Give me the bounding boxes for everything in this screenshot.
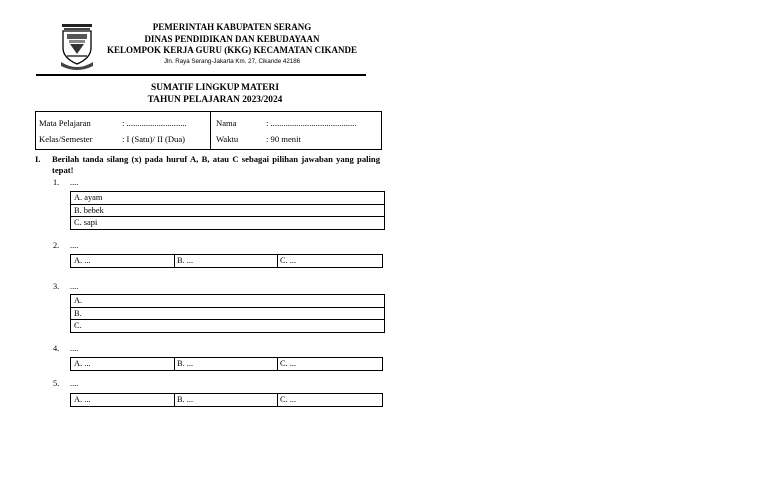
letterhead-line-2: DINAS PENDIDIKAN DAN KEBUDAYAAN: [144, 33, 320, 44]
question-number: 5.: [53, 379, 60, 388]
option-row: [70, 254, 383, 268]
exam-title-line-2: TAHUN PELAJARAN 2023/2024: [147, 95, 283, 105]
option-c[interactable]: C. ...: [280, 395, 297, 404]
subject-value: : ............................: [122, 118, 187, 128]
option-a[interactable]: A. ...: [74, 359, 91, 368]
option-b[interactable]: B. ...: [177, 359, 194, 368]
question-number: 3.: [53, 282, 60, 291]
option-row: [70, 393, 383, 407]
letterhead: [104, 22, 360, 66]
class-label: Kelas/Semester: [39, 134, 93, 144]
letterhead-line-3: KELOMPOK KERJA GURU (KKG) KECAMATAN CIKANDE: [107, 45, 357, 55]
question-text: ....: [70, 178, 79, 187]
subject-label: Mata Pelajaran: [39, 118, 91, 128]
option-a[interactable]: A.: [71, 295, 384, 308]
option-a[interactable]: A. ...: [74, 256, 91, 265]
section-instruction-text: Berilah tanda silang (x) pada huruf A, B, atau C sebagai pilihan jawaban yang paling tepat!: [52, 154, 380, 175]
identity-divider: [210, 112, 211, 149]
question-text: ....: [70, 344, 79, 353]
option-c[interactable]: C. ...: [280, 256, 297, 265]
option-b[interactable]: B.: [71, 308, 384, 321]
option-list: [70, 294, 385, 333]
letterhead-line-1: PEMERINTAH KABUPATEN SERANG: [152, 22, 312, 32]
question-number: 1.: [53, 178, 60, 187]
question-text: ....: [70, 241, 79, 250]
exam-title: [36, 82, 394, 106]
letterhead-address: Jln. Raya Serang-Jakarta Km. 27, Cikande 42186: [163, 57, 301, 65]
option-b[interactable]: B. ...: [177, 256, 194, 265]
time-label: Waktu: [216, 134, 239, 144]
class-value: : I (Satu)/ II (Dua): [122, 134, 185, 144]
option-a[interactable]: A. ayam: [71, 192, 384, 205]
question-text: ....: [70, 379, 79, 388]
option-b[interactable]: B. bebek: [71, 205, 384, 218]
option-row: [70, 357, 383, 371]
option-a[interactable]: A. ...: [74, 395, 91, 404]
exam-title-line-1: SUMATIF LINGKUP MATERI: [151, 83, 279, 93]
option-list: [70, 191, 385, 230]
question-text: ....: [70, 282, 79, 291]
name-label: Nama: [216, 118, 237, 128]
name-value: : ........................................: [266, 118, 357, 128]
time-value: : 90 menit: [266, 134, 301, 144]
option-c[interactable]: C. sapi: [71, 217, 384, 230]
question-number: 2.: [53, 241, 60, 250]
identity-box: [35, 111, 382, 150]
regency-crest-logo: [58, 22, 96, 72]
option-c[interactable]: C.: [71, 320, 384, 333]
section-number: I.: [35, 154, 41, 164]
letterhead-rule: [36, 74, 366, 76]
option-b[interactable]: B. ...: [177, 395, 194, 404]
option-c[interactable]: C. ...: [280, 359, 297, 368]
question-number: 4.: [53, 344, 60, 353]
